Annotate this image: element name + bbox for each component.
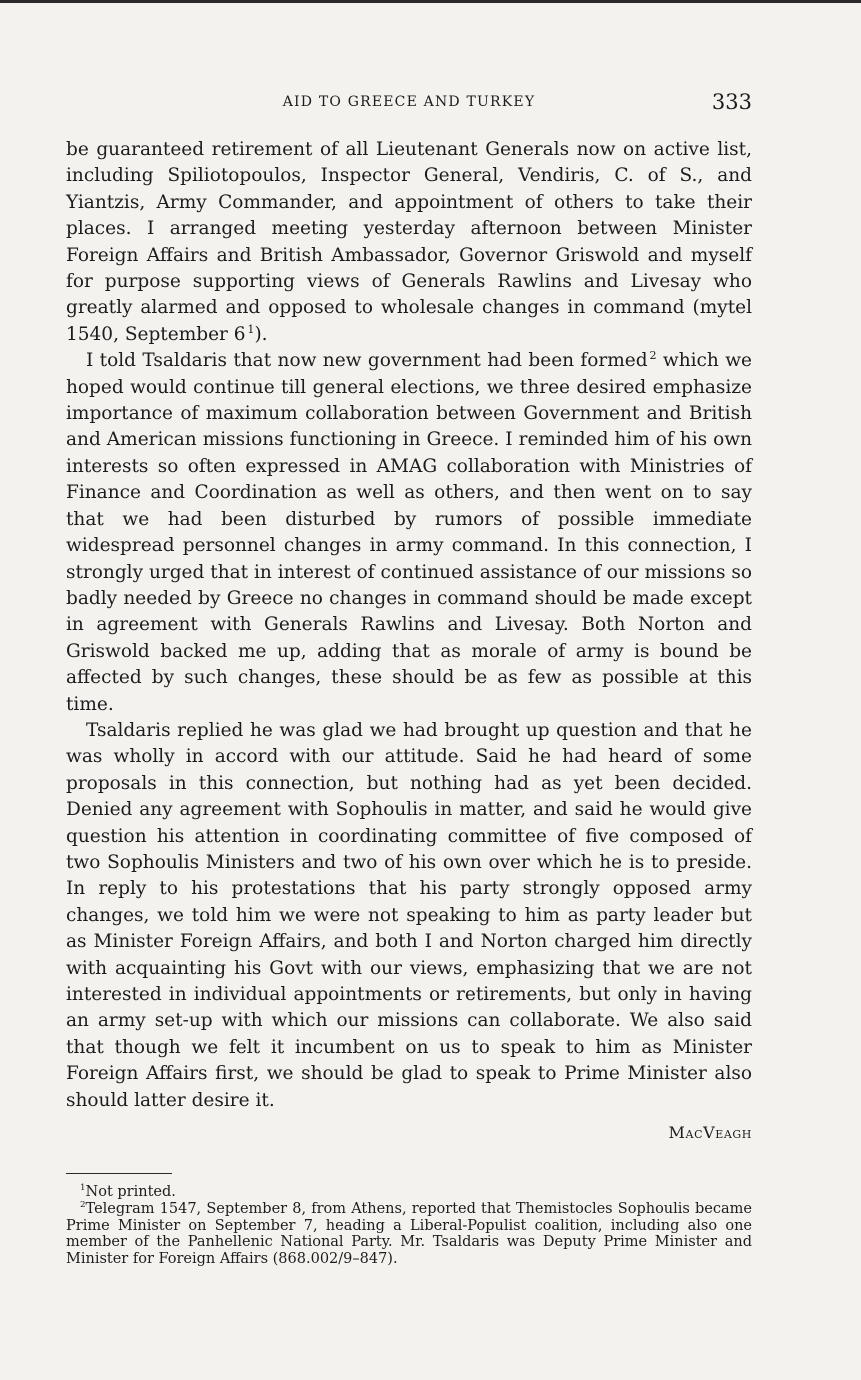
signature: MacVeagh [668,1123,752,1143]
page-header [66,90,752,120]
footnote-1-marker: 1 [80,1183,86,1194]
running-head: AID TO GREECE AND TURKEY [282,94,536,110]
footnote-2-marker: 2 [80,1199,86,1210]
paragraph-1 [66,137,752,348]
top-border-rule [0,0,861,3]
footnote-ref-2: 2 [649,349,657,363]
paragraph-1-end: ). [254,323,268,345]
footnote-ref-1: 1 [247,322,255,336]
footnotes [66,1184,752,1268]
paragraph-2 [66,348,752,718]
footnote-divider [66,1173,172,1174]
footnote-1 [66,1184,752,1201]
page-number: 333 [711,90,752,114]
paragraph-2-text-b: which we hoped would continue till general elections, we three desired emphasize importance of maximum collaboration between Government and British and American missions functioning in Greece. I reminded him of his own interests so often expressed in AMAG collaboration with Ministries of Finance and Coordination as well as others, and then went on to say that we had been disturbed by rumors of possible immediate widespread personnel changes in army command. In this connection, I strongly urged that in interest of continued assistance of our missions so badly needed by Greece no changes in command should be made except in agreement with Generals Rawlins and Livesay. Both Norton and Griswold backed me up, adding that as morale of army is bound be affected by such changes, these should be as few as possible at this time. [66,350,752,715]
footnote-1-text: Not printed. [85,1184,176,1200]
paragraph-3: Tsaldaris replied he was glad we had brought up question and that he was wholly in accord with our attitude. Said he had heard of some proposals in this connection, but nothing had as yet been decided. Denied any agreement with Sophoulis in matter, and said he would give question his attention in coordinating committee of five composed of two Sophoulis Ministers and two of his own over which he is to preside. In reply to his protestations that his party strongly opposed army changes, we told him we were not speaking to him as party leader but as Minister Foreign Affairs, and both I and Norton charged him directly with acquainting his Govt with our views, emphasizing that we are not interested in individual appointments or retirements, but only in having an army set-up with which our missions can collaborate. We also said that though we felt it incumbent on us to speak to him as Minister Foreign Affairs first, we should be glad to speak to Prime Minister also should latter desire it. [66,719,752,1111]
footnote-2-text: Telegram 1547, September 8, from Athens, reported that Themistocles Sophoulis became Prime Minister on September 7, heading a Liberal-Populist coalition, including also one member of the Panhellenic National Party. Mr. Tsaldaris was Deputy Prime Minister and Minister for Foreign Affairs (868.002/9–847). [66,1200,752,1268]
paragraph-2-text-a: I told Tsaldaris that now new government had been formed [86,350,648,372]
paragraph-1-text: be guaranteed retirement of all Lieutenant Generals now on active list, including Spiliotopoulos, Inspector General, Vendiris, C. of S., and Yiantzis, Army Commander, and appointment of others to take their places. I arranged meeting yesterday afternoon between Minister Foreign Affairs and British Ambassador, Governor Griswold and myself for purpose supporting views of Generals Rawlins and Livesay who greatly alarmed and opposed to wholesale changes in command (mytel 1540, September 6 [66,139,752,345]
body-text [66,137,752,1146]
footnote-2 [66,1201,752,1268]
